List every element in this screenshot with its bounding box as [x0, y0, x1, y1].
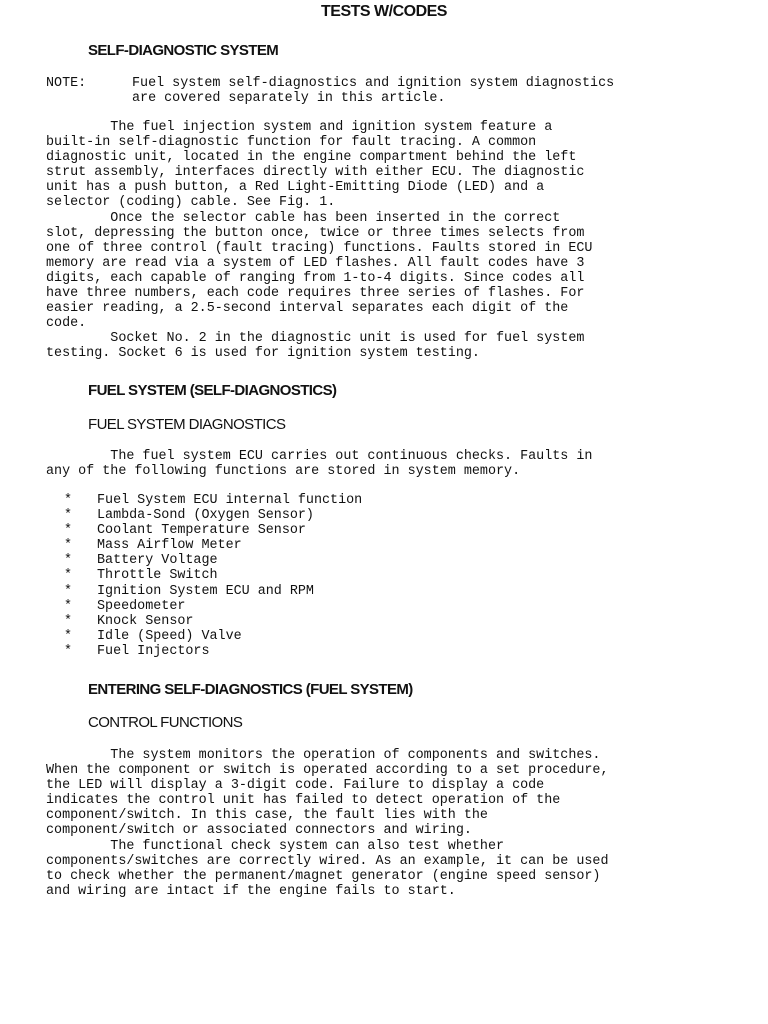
- list-item: [62, 508, 362, 523]
- list-item-text: Fuel Injectors: [97, 643, 210, 659]
- bullet-marker: *: [64, 628, 73, 644]
- bullet-marker: *: [64, 613, 73, 629]
- bullet-marker: *: [64, 598, 73, 614]
- list-item: [62, 584, 362, 599]
- paragraph-diagnostic-intro: The fuel injection system and ignition system feature a built-in self-diagnostic function for fault tracing. A common diagnostic unit, located in the engine compartment behind the left strut assembly, interfaces directly with either ECU. The diagnostic unit has a push button, a Red Light-Emitting Diode (LED) and a selector (coding) cable. See Fig. 1. Once the selector cable has been inserted in the correct slot, depressing the button once, twice or three times selects from one of three control (fault tracing) functions. Faults stored in ECU memory are read via a system of LED flashes. All fault codes have 3 digits, each capable of ranging from 1-to-4 digits. Since codes all have three numbers, each code requires three series of flashes. For easier reading, a 2.5-second interval separates each digit of the code. Socket No. 2 in the diagnostic unit is used for fuel system testing. Socket 6 is used for ignition system testing.: [46, 120, 593, 362]
- section-heading-entering-self-diagnostics: ENTERING SELF-DIAGNOSTICS (FUEL SYSTEM): [88, 681, 413, 698]
- list-item-text: Throttle Switch: [97, 568, 218, 584]
- list-item: [62, 644, 362, 659]
- list-item: [62, 614, 362, 629]
- subheading-fuel-system-diagnostics: FUEL SYSTEM DIAGNOSTICS: [88, 416, 286, 433]
- list-item-text: Coolant Temperature Sensor: [97, 523, 306, 539]
- bullet-marker: *: [64, 553, 73, 569]
- paragraph-control-functions: The system monitors the operation of components and switches. When the component or switch is operated according to a set procedure, the LED will display a 3-digit code. Failure to display a code indicates the control unit has failed to detect operation of the component/switch. In this case, the fault lies with the component/switch or associated connectors and wiring. The functional check system can also test whether components/switches are correctly wired. As an example, it can be used to check whether the permanent/magnet generator (engine speed sensor) and wiring are intact if the engine fails to start.: [46, 748, 609, 899]
- bullet-marker: *: [64, 568, 73, 584]
- bullet-marker: *: [64, 643, 73, 659]
- bullet-marker: *: [64, 538, 73, 554]
- bullet-marker: *: [64, 508, 73, 524]
- list-item-text: Battery Voltage: [97, 553, 218, 569]
- list-item: [62, 538, 362, 553]
- note-text: Fuel system self-diagnostics and ignition system diagnostics are covered separately in this article.: [132, 76, 615, 107]
- list-item-text: Idle (Speed) Valve: [97, 628, 242, 644]
- page-title: TESTS W/CODES: [321, 3, 447, 20]
- list-item-text: Speedometer: [97, 598, 186, 614]
- list-item-text: Mass Airflow Meter: [97, 538, 242, 554]
- bullet-marker: *: [64, 523, 73, 539]
- list-item-text: Knock Sensor: [97, 613, 194, 629]
- list-item: [62, 568, 362, 583]
- bullet-marker: *: [64, 583, 73, 599]
- list-item: [62, 599, 362, 614]
- subheading-control-functions: CONTROL FUNCTIONS: [88, 714, 243, 731]
- paragraph-continuous-checks: The fuel system ECU carries out continuous checks. Faults in any of the following functions are stored in system memory.: [46, 449, 593, 480]
- list-item: [62, 493, 362, 508]
- section-heading-self-diagnostic: SELF-DIAGNOSTIC SYSTEM: [88, 42, 279, 59]
- list-item: [62, 553, 362, 568]
- function-list: [62, 493, 362, 659]
- list-item: [62, 523, 362, 538]
- list-item-text: Ignition System ECU and RPM: [97, 583, 314, 599]
- list-item: [62, 629, 362, 644]
- list-item-text: Fuel System ECU internal function: [97, 493, 363, 508]
- list-item-text: Lambda-Sond (Oxygen Sensor): [97, 508, 314, 524]
- section-heading-fuel-system: FUEL SYSTEM (SELF-DIAGNOSTICS): [88, 382, 337, 399]
- note-label: NOTE:: [46, 76, 87, 91]
- bullet-marker: *: [64, 493, 73, 508]
